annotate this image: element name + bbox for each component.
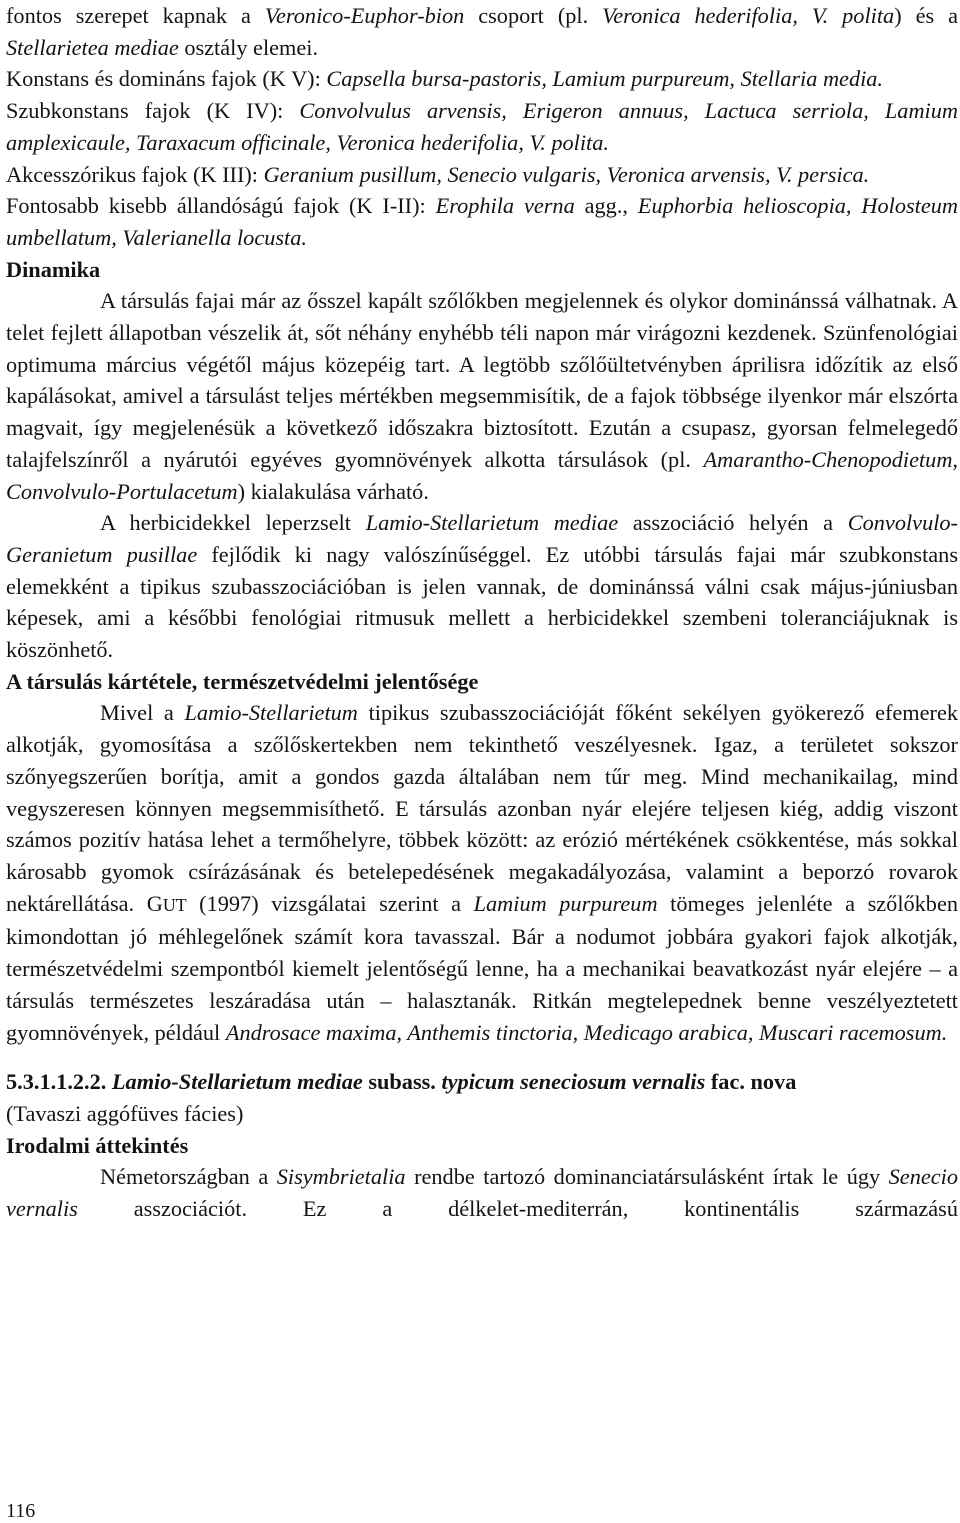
p-konstans: Konstans és domináns fajok (K V): Capsella bursa-pastoris, Lamium purpureum, Stellaria media. (6, 66, 884, 92)
h-subass: 5.3.1.1.2.2. Lamio-Stellarietum mediae subass. typicum seneciosum vernalis fac. nova (6, 1069, 797, 1095)
page-number: 116 (6, 1500, 36, 1522)
p-irodalmi: Németországban a Sisymbrietalia rendbe tartozó dominanciatársulásként írtak le úgy Senecio vernalis asszociációt. Ez a délkelet-mediterrán, kontinentális származású (6, 1164, 958, 1222)
p-fontosabb: Fontosabb kisebb állandóságú fajok (K I-II): Erophila verna agg., Euphorbia helioscopia, Holosteum umbellatum, Valerianella locusta. (6, 193, 959, 250)
p-tavaszi: (Tavaszi aggófüves fácies) (6, 1100, 244, 1126)
p-dinamika-2: A herbicidekkel leperzselt Lamio-Stellarietum mediae asszociáció helyén a Convolvulo-Geranietum pusillae fejlődik ki nagy valószínűséggel. Ez utóbbi társulás fajai már szubkonstans elemekként a tipikus szubasszociációban is jelen vannak, de dominánssá válni csak május-júniusban képesek, ami a későbbi fenológiai ritmusuk mellett a herbicidekkel szembeni toleranciájuknak is köszönhető. (6, 510, 959, 663)
h-irodalmi: Irodalmi áttekintés (6, 1132, 189, 1158)
p-szubkonstans: Szubkonstans fajok (K IV): Convolvulus arvensis, Erigeron annuus, Lactuca serriola, Lamium amplexicaule, Taraxacum officinale, Veronica hederifolia, V. polita. (6, 98, 958, 155)
p-kartetel: Mivel a Lamio-Stellarietum tipikus szubasszociációját főként sekélyen gyökerező efemerek alkotják, gyomosítása a szőlőskertekben nem tekinthető veszélyesnek. Igaz, a területet sokszor szőnyegszerűen borítja, amit a gondos gazda általában nem tűr meg. Mind mechanikailag, mind vegyszeresen könnyen megsemmisíthető. E társulás azonban nyár elejére teljesen kiég, addig viszont számos pozitív hatása lehet a termőhelyre, többek között: az erózió mértékének csökkentése, más sokkal károsabb gyomok csírázásának és betelepedésének megakadályozása, valamint a beporzó rovarok nektárellátása. GUT (1997) vizsgálatai szerint a Lamium purpureum tömeges jelenléte a szőlőkben kimondottan jó méhlegelőnek számít kora tavasszal. Bár a nodumot jobbára gyakori fajok alkotják, természetvédelmi szempontból kiemelt jelentőségű lenne, ha a mechanikai beavatkozást nyár elejére – a társulás természetes leszáradása után – halasztanák. Ritkán megtelepednek benne veszélyeztetett gyomnövények, például Androsace maxima, Anthemis tinctoria, Medicago arabica, Muscari racemosum. (6, 700, 959, 1045)
h-dinamika: Dinamika (6, 256, 101, 282)
p-dinamika-1: A társulás fajai már az ősszel kapált szőlőkben megjelennek és olykor dominánssá válhatnak. A telet fejlett állapotban vészelik át, sőt néhány enyhébb téli napon már virágozni kezdenek. Szünfenológiai optimuma március végétől május közepéig tart. A legtöbb szőlőültetvényben áprilisra időzítik az első kapálásokat, amivel a társulást teljes mértékben megsemmisítik, de a fajok többsége ilyenkor már elszórta magvait, így megjelenésük a következő időszakra biztosított. Ezután a csupasz, gyorsan felmelegedő talajfelszínről a nyárutói egyéves gyomnövények alkotta társulások (pl. Amarantho-Chenopodietum, Convolvulo-Portulacetum) kialakulása várható. (6, 288, 958, 504)
document-page (6, 0, 958, 1225)
p-veronico: fontos szerepet kapnak a Veronico-Euphor-bion csoport (pl. Veronica hederifolia, V. polita) és a Stellarietea mediae osztály elemei. (6, 3, 959, 60)
p-akcesszorikus: Akcesszórikus fajok (K III): Geranium pusillum, Senecio vulgaris, Veronica arvensis, V. persica. (6, 161, 870, 187)
h-kartetel: A társulás kártétele, természetvédelmi jelentősége (6, 668, 479, 694)
gap (6, 1048, 958, 1066)
